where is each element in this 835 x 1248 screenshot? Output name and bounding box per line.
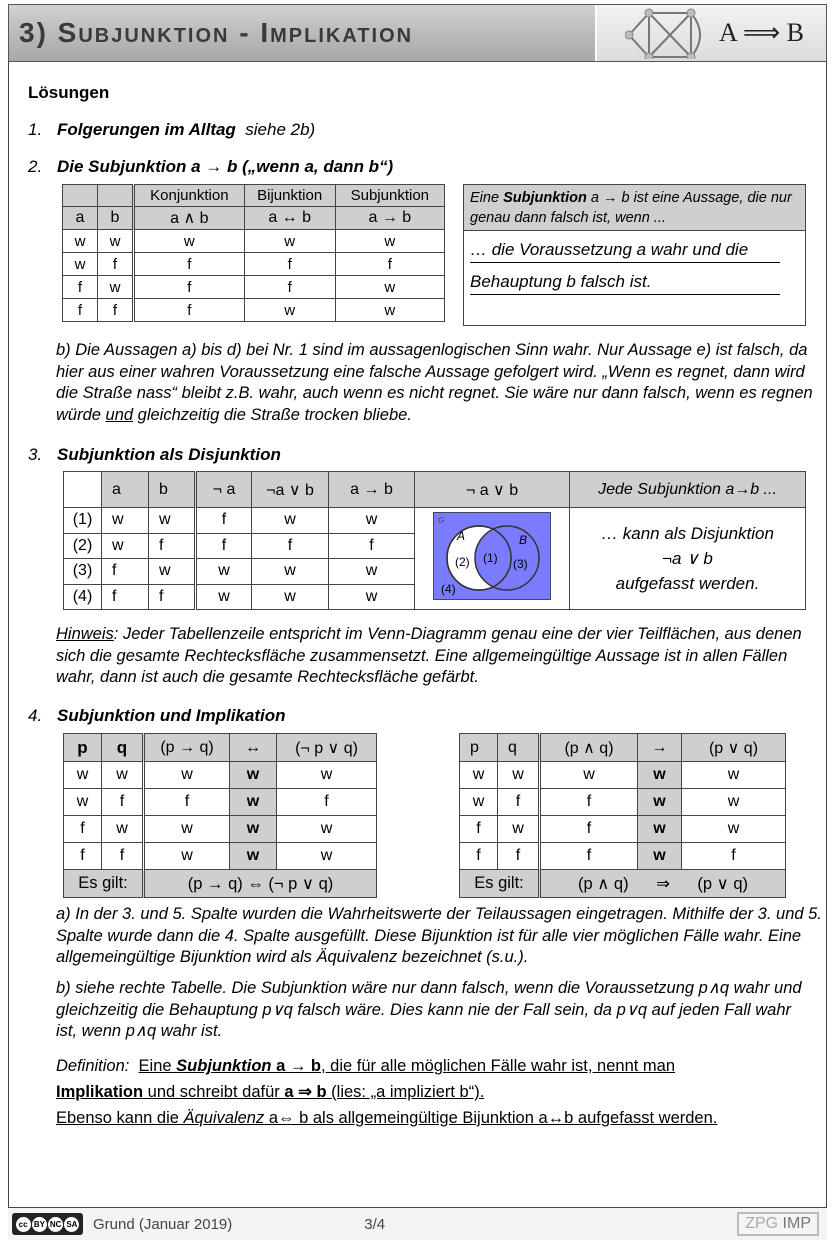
table-header: ¬a ∨ b	[252, 472, 329, 508]
cell: w	[63, 253, 98, 276]
table-header: (p ∧ q)	[540, 734, 638, 762]
zpg-imp-logo	[737, 1212, 819, 1236]
text: aufgefasst werden.	[615, 574, 760, 593]
cell: w	[98, 230, 134, 253]
table-row	[63, 276, 445, 299]
table-header	[98, 185, 134, 207]
cell: f	[460, 843, 498, 870]
cell: w	[252, 584, 329, 610]
table-header: (p ∨ q)	[682, 734, 786, 762]
cell: w	[460, 762, 498, 789]
cell: f	[134, 299, 245, 322]
disjunction-note	[570, 508, 806, 610]
table-header: (¬ p ∨ q)	[277, 734, 377, 762]
text: (lies: „a impliziert b“).	[326, 1083, 485, 1101]
hint-text	[56, 624, 821, 689]
cell: w	[230, 816, 277, 843]
item-title: Folgerungen im Alltag	[57, 120, 236, 139]
table-header: a → b	[329, 472, 415, 508]
section-heading: Lösungen	[28, 83, 110, 102]
svg-text:(1): (1)	[483, 551, 498, 565]
graph-icon	[625, 7, 705, 59]
cell: w	[196, 584, 252, 610]
item-number: 4.	[28, 706, 43, 725]
text: Ebenso kann die	[56, 1109, 184, 1127]
table-header: p	[64, 734, 102, 762]
cell: f	[134, 253, 245, 276]
cell: w	[144, 816, 230, 843]
text: ZPG	[745, 1215, 779, 1232]
truth-table-connectives	[62, 184, 445, 322]
table-header: q	[498, 734, 540, 762]
page-header	[8, 4, 827, 62]
item-4a-text: a) In der 3. und 5. Spalte wurden die Wahrheitswerte der Teilaussagen eingetragen. Mithilfe der 3. und 5. Spalte wurde dann die 4. Spalte ausgefüllt. Diese Bijunktion ist für alle vier möglichen Fälle wahr. Eine allgemeingültige Bijunktion wird als Äquivalenz bezeichnet (s.u.).	[56, 905, 822, 966]
cell: w	[682, 762, 786, 789]
by-icon: BY	[32, 1217, 47, 1232]
text: und schreibt dafür	[143, 1083, 285, 1101]
cell: w	[102, 508, 149, 534]
author: Grund (Januar 2019)	[93, 1215, 233, 1233]
header-formula: A ⟹ B	[719, 18, 804, 47]
footer-formula: (p → q) ⇔ (¬ p ∨ q)	[144, 870, 377, 898]
cell: w	[244, 230, 335, 253]
table-header: Jede Subjunktion a→b ...	[570, 472, 806, 508]
table-header: ¬ a ∨ b	[415, 472, 570, 508]
cell: w	[144, 762, 230, 789]
cell: f	[682, 843, 786, 870]
text: gleichzeitig die Straße trocken bliebe.	[133, 405, 412, 424]
cell: f	[134, 276, 245, 299]
cell: f	[196, 533, 252, 559]
cell: w	[335, 230, 444, 253]
cell: w	[329, 559, 415, 585]
cell: f	[64, 816, 102, 843]
truth-table-implication	[459, 733, 786, 898]
table-header: →	[638, 734, 682, 762]
text	[139, 1057, 675, 1075]
text: : Jeder Tabellenzeile entspricht im Venn-Diagramm genau eine der vier Teilflächen, aus denen sich die gesamte Rechtecksfläche zusammensetzt. Eine allgemeingültige Aussage ist in allen Fällen wahr, dann ist auch die gesamte Rechtecksfläche gefärbt.	[56, 625, 802, 686]
cell: f	[540, 789, 638, 816]
item-4	[28, 706, 286, 726]
item-4b-text: b) siehe rechte Tabelle. Die Subjunktion wäre nur dann falsch, wenn die Voraussetzung p∧q wahr und gleichzeitig die Behauptung p∨q falsch wäre. Dies kann nie der Fall sein, da p∨q auf jeden Fall wahr ist, wenn p∧q wahr ist.	[56, 979, 802, 1040]
answer-line-2: Behauptung b falsch ist.	[470, 271, 780, 295]
header-title-area	[9, 5, 595, 61]
cell: f	[540, 816, 638, 843]
cell: f	[102, 843, 144, 870]
cell: w	[638, 762, 682, 789]
text: Implikation	[56, 1083, 144, 1101]
cell: w	[498, 762, 540, 789]
cell: w	[682, 789, 786, 816]
subjunction-definition-box	[463, 184, 806, 326]
table-header: Bijunktion	[244, 185, 335, 207]
svg-text:(4): (4)	[441, 582, 456, 596]
svg-text:(2): (2)	[455, 555, 470, 569]
item-2	[28, 157, 393, 177]
text: IMP	[782, 1215, 811, 1232]
header-logo-area	[595, 5, 826, 61]
cell: w	[460, 789, 498, 816]
text: a⇔ b als allgemeingültige Bijunktion a↔b aufgefasst werden.	[264, 1109, 718, 1127]
venn-diagram	[433, 512, 551, 600]
cell: f	[144, 789, 230, 816]
definition-line-2	[56, 1082, 484, 1103]
definition-line-1	[56, 1056, 675, 1077]
cell: w	[230, 843, 277, 870]
item-title: Subjunktion als Disjunktion	[57, 445, 281, 464]
cell: f	[277, 789, 377, 816]
cell: f	[102, 559, 149, 585]
cell: w	[144, 843, 230, 870]
cell: w	[638, 816, 682, 843]
table-header: p	[460, 734, 498, 762]
table-header	[64, 472, 102, 508]
cell: (4)	[64, 584, 102, 610]
text: b) Die Aussagen a) bis d) bei Nr. 1 sind im aussagenlogischen Sinn wahr. Nur Aussage e) ist falsch, da hier aus einer wahren Voraussetzung eine falsche Aussage gefolgert wird. „Wenn es regnet, dann wird die Straße nass“ bleibt z.B. wahr, auch wenn es nicht regnet. Sie wäre nur dann falsch, wenn es regnen würde	[56, 341, 813, 424]
cell: f	[98, 299, 134, 322]
item-number: 2.	[28, 157, 43, 176]
item-1	[28, 120, 315, 140]
cell: f	[63, 299, 98, 322]
cell: f	[196, 508, 252, 534]
text: Subjunktion	[176, 1057, 272, 1075]
cell: f	[540, 843, 638, 870]
item-2b-text	[56, 340, 821, 426]
cell: w	[252, 508, 329, 534]
svg-text:G: G	[438, 516, 445, 525]
cell: f	[102, 789, 144, 816]
text: Subjunktion	[503, 190, 587, 206]
cell: f	[335, 253, 444, 276]
creative-commons-license-icon	[12, 1213, 83, 1235]
table-header: ↔	[230, 734, 277, 762]
cell: w	[682, 816, 786, 843]
text: a → b ist eine Aussage, die nur genau dann falsch ist, wenn ...	[470, 190, 792, 226]
item-title: Subjunktion und Implikation	[57, 706, 286, 725]
truth-table-equivalence	[63, 733, 377, 898]
cell: w	[638, 789, 682, 816]
footer-label: Es gilt:	[64, 870, 144, 898]
table-row	[63, 253, 445, 276]
venn-diagram-cell	[415, 508, 570, 610]
svg-text:A: A	[457, 529, 466, 543]
table-header: (p → q)	[144, 734, 230, 762]
cell: w	[102, 762, 144, 789]
cell: f	[498, 843, 540, 870]
text: Eine	[138, 1057, 177, 1075]
cell: w	[329, 508, 415, 534]
table-row	[63, 230, 445, 253]
cell: w	[498, 816, 540, 843]
table-header: a → b	[335, 207, 444, 230]
text: … kann als Disjunktion	[601, 524, 774, 543]
cell: w	[134, 230, 245, 253]
text: ¬a ∨ b	[662, 549, 713, 568]
answer-line-1: … die Voraussetzung a wahr und die	[470, 239, 780, 263]
text: a ⇒ b	[284, 1083, 327, 1101]
table-header: q	[102, 734, 144, 762]
cell: w	[102, 816, 144, 843]
table-header: Subjunktion	[335, 185, 444, 207]
cell: (3)	[64, 559, 102, 585]
cell: w	[244, 299, 335, 322]
cell: w	[64, 762, 102, 789]
cell: (1)	[64, 508, 102, 534]
cell: w	[335, 276, 444, 299]
item-note: siehe 2b)	[245, 120, 316, 139]
table-row	[63, 299, 445, 322]
cell: f	[149, 584, 196, 610]
cell: w	[230, 762, 277, 789]
cell: (2)	[64, 533, 102, 559]
cell: w	[64, 789, 102, 816]
cell: w	[149, 559, 196, 585]
text: Äquivalenz	[183, 1109, 265, 1127]
page-title: 3) Subjunktion - Implikation	[19, 17, 414, 48]
cell: f	[460, 816, 498, 843]
cell: w	[277, 762, 377, 789]
table-header: ¬ a	[196, 472, 252, 508]
cell: f	[252, 533, 329, 559]
nc-icon: NC	[48, 1217, 63, 1232]
table-header: a	[102, 472, 149, 508]
definition-line-3	[56, 1108, 717, 1129]
text: und	[105, 405, 134, 424]
text: Eine	[470, 190, 504, 206]
svg-text:B: B	[519, 533, 528, 547]
box-question	[464, 185, 805, 231]
table-header: b	[98, 207, 134, 230]
cell: w	[277, 843, 377, 870]
cell: f	[63, 276, 98, 299]
sa-icon: SA	[64, 1217, 79, 1232]
cell: w	[335, 299, 444, 322]
hint-label: Hinweis	[56, 625, 114, 643]
footer-label: Es gilt:	[460, 870, 540, 898]
cc-icon: cc	[16, 1217, 31, 1232]
item-3	[28, 445, 281, 465]
cell: f	[244, 253, 335, 276]
cell: w	[540, 762, 638, 789]
table-header	[63, 185, 98, 207]
cell: f	[244, 276, 335, 299]
table-header: b	[149, 472, 196, 508]
cell: f	[498, 789, 540, 816]
page-footer	[8, 1207, 827, 1240]
cell: w	[196, 559, 252, 585]
cell: f	[64, 843, 102, 870]
cell: w	[252, 559, 329, 585]
cell: f	[149, 533, 196, 559]
text: , die für alle möglichen Fälle wahr ist, nennt man	[321, 1057, 676, 1075]
cell: w	[63, 230, 98, 253]
svg-text:(3): (3)	[513, 557, 528, 571]
cell: w	[149, 508, 196, 534]
footer-formula: (p ∧ q) ⇒ (p ∨ q)	[540, 870, 786, 898]
table-header: a ↔ b	[244, 207, 335, 230]
cell: w	[638, 843, 682, 870]
table-header: a ∧ b	[134, 207, 245, 230]
truth-table-disjunction	[63, 471, 806, 610]
cell: w	[277, 816, 377, 843]
cell: f	[329, 533, 415, 559]
cell: f	[98, 253, 134, 276]
cell: f	[102, 584, 149, 610]
text: a → b	[271, 1057, 321, 1075]
item-title: Die Subjunktion a → b („wenn a, dann b“)	[57, 157, 394, 176]
page-number: 3/4	[364, 1215, 386, 1233]
definition-label: Definition:	[56, 1057, 130, 1075]
item-number: 3.	[28, 445, 43, 464]
cell: w	[102, 533, 149, 559]
cell: w	[329, 584, 415, 610]
cell: w	[98, 276, 134, 299]
item-number: 1.	[28, 120, 43, 139]
table-header: Konjunktion	[134, 185, 245, 207]
cell: w	[230, 789, 277, 816]
table-header: a	[63, 207, 98, 230]
